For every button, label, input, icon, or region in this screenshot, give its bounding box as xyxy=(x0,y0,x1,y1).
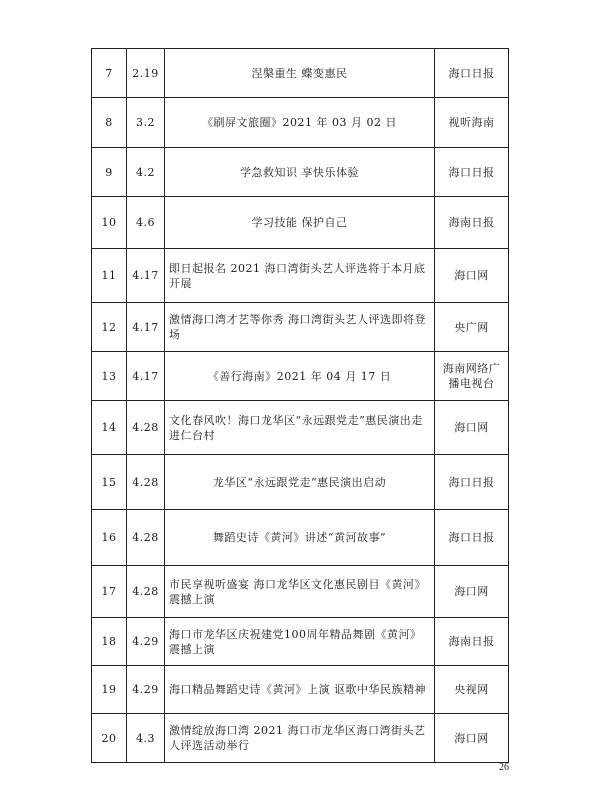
row-title: 文化春风吹！海口龙华区“永远跟党走”惠民演出走进仁台村 xyxy=(165,401,435,455)
row-title: 《善行海南》2021 年 04 月 17 日 xyxy=(165,352,435,401)
row-date: 4.28 xyxy=(127,510,165,566)
row-date: 3.2 xyxy=(127,98,165,148)
table-row xyxy=(92,303,509,352)
row-date: 4.28 xyxy=(127,455,165,510)
row-date: 4.17 xyxy=(127,352,165,401)
row-number: 18 xyxy=(92,618,127,666)
row-title: 《刷屏文旅圈》2021 年 03 月 02 日 xyxy=(165,98,435,148)
row-source: 海口日报 xyxy=(435,455,509,510)
row-source: 海口日报 xyxy=(435,148,509,197)
row-number: 19 xyxy=(92,666,127,714)
row-number: 8 xyxy=(92,98,127,148)
row-source: 视听海南 xyxy=(435,98,509,148)
row-title: 即日起报名 2021 海口湾街头艺人评选将于本月底开展 xyxy=(165,249,435,303)
table-body xyxy=(92,49,509,763)
row-source: 海南日报 xyxy=(435,618,509,666)
row-source: 海口网 xyxy=(435,714,509,763)
table-row xyxy=(92,401,509,455)
row-source: 海口日报 xyxy=(435,49,509,98)
table-row xyxy=(92,98,509,148)
row-date: 4.17 xyxy=(127,303,165,352)
row-date: 4.28 xyxy=(127,566,165,618)
row-date: 4.28 xyxy=(127,401,165,455)
row-number: 15 xyxy=(92,455,127,510)
row-source: 海南日报 xyxy=(435,197,509,249)
row-number: 16 xyxy=(92,510,127,566)
row-number: 17 xyxy=(92,566,127,618)
row-source: 海口网 xyxy=(435,401,509,455)
row-title: 激情绽放海口湾 2021 海口市龙华区海口湾街头艺人评选活动举行 xyxy=(165,714,435,763)
row-date: 4.29 xyxy=(127,666,165,714)
row-source: 海南网络广播电视台 xyxy=(435,352,509,401)
row-date: 4.17 xyxy=(127,249,165,303)
row-date: 4.29 xyxy=(127,618,165,666)
row-title: 学急救知识 享快乐体验 xyxy=(165,148,435,197)
table-row xyxy=(92,510,509,566)
row-source: 海口日报 xyxy=(435,510,509,566)
row-title: 市民享视听盛宴 海口龙华区文化惠民剧目《黄河》震撼上演 xyxy=(165,566,435,618)
row-title: 涅槃重生 蝶变惠民 xyxy=(165,49,435,98)
row-number: 11 xyxy=(92,249,127,303)
row-number: 13 xyxy=(92,352,127,401)
row-source: 海口网 xyxy=(435,249,509,303)
row-date: 4.2 xyxy=(127,148,165,197)
row-number: 9 xyxy=(92,148,127,197)
table-row xyxy=(92,455,509,510)
row-title: 学习技能 保护自己 xyxy=(165,197,435,249)
row-source: 央视网 xyxy=(435,666,509,714)
news-table xyxy=(91,48,509,763)
table-row xyxy=(92,618,509,666)
table-row xyxy=(92,666,509,714)
row-number: 14 xyxy=(92,401,127,455)
row-date: 4.6 xyxy=(127,197,165,249)
row-source: 海口网 xyxy=(435,566,509,618)
table-row xyxy=(92,148,509,197)
table-row xyxy=(92,249,509,303)
row-title: 海口市龙华区庆祝建党100周年精品舞剧《黄河》震撼上演 xyxy=(165,618,435,666)
news-table-container xyxy=(91,48,508,763)
page-number: 26 xyxy=(499,762,509,773)
row-date: 2.19 xyxy=(127,49,165,98)
table-row xyxy=(92,197,509,249)
table-row xyxy=(92,714,509,763)
row-source: 央广网 xyxy=(435,303,509,352)
row-number: 20 xyxy=(92,714,127,763)
table-row xyxy=(92,566,509,618)
table-row xyxy=(92,352,509,401)
row-title: 龙华区“永远跟党走”惠民演出启动 xyxy=(165,455,435,510)
row-date: 4.3 xyxy=(127,714,165,763)
row-number: 7 xyxy=(92,49,127,98)
row-title: 舞蹈史诗《黄河》讲述“黄河故事” xyxy=(165,510,435,566)
row-title: 海口精品舞蹈史诗《黄河》上演 讴歌中华民族精神 xyxy=(165,666,435,714)
row-number: 10 xyxy=(92,197,127,249)
row-number: 12 xyxy=(92,303,127,352)
table-row xyxy=(92,49,509,98)
row-title: 激情海口湾才艺等你秀 海口湾街头艺人评选即将登场 xyxy=(165,303,435,352)
